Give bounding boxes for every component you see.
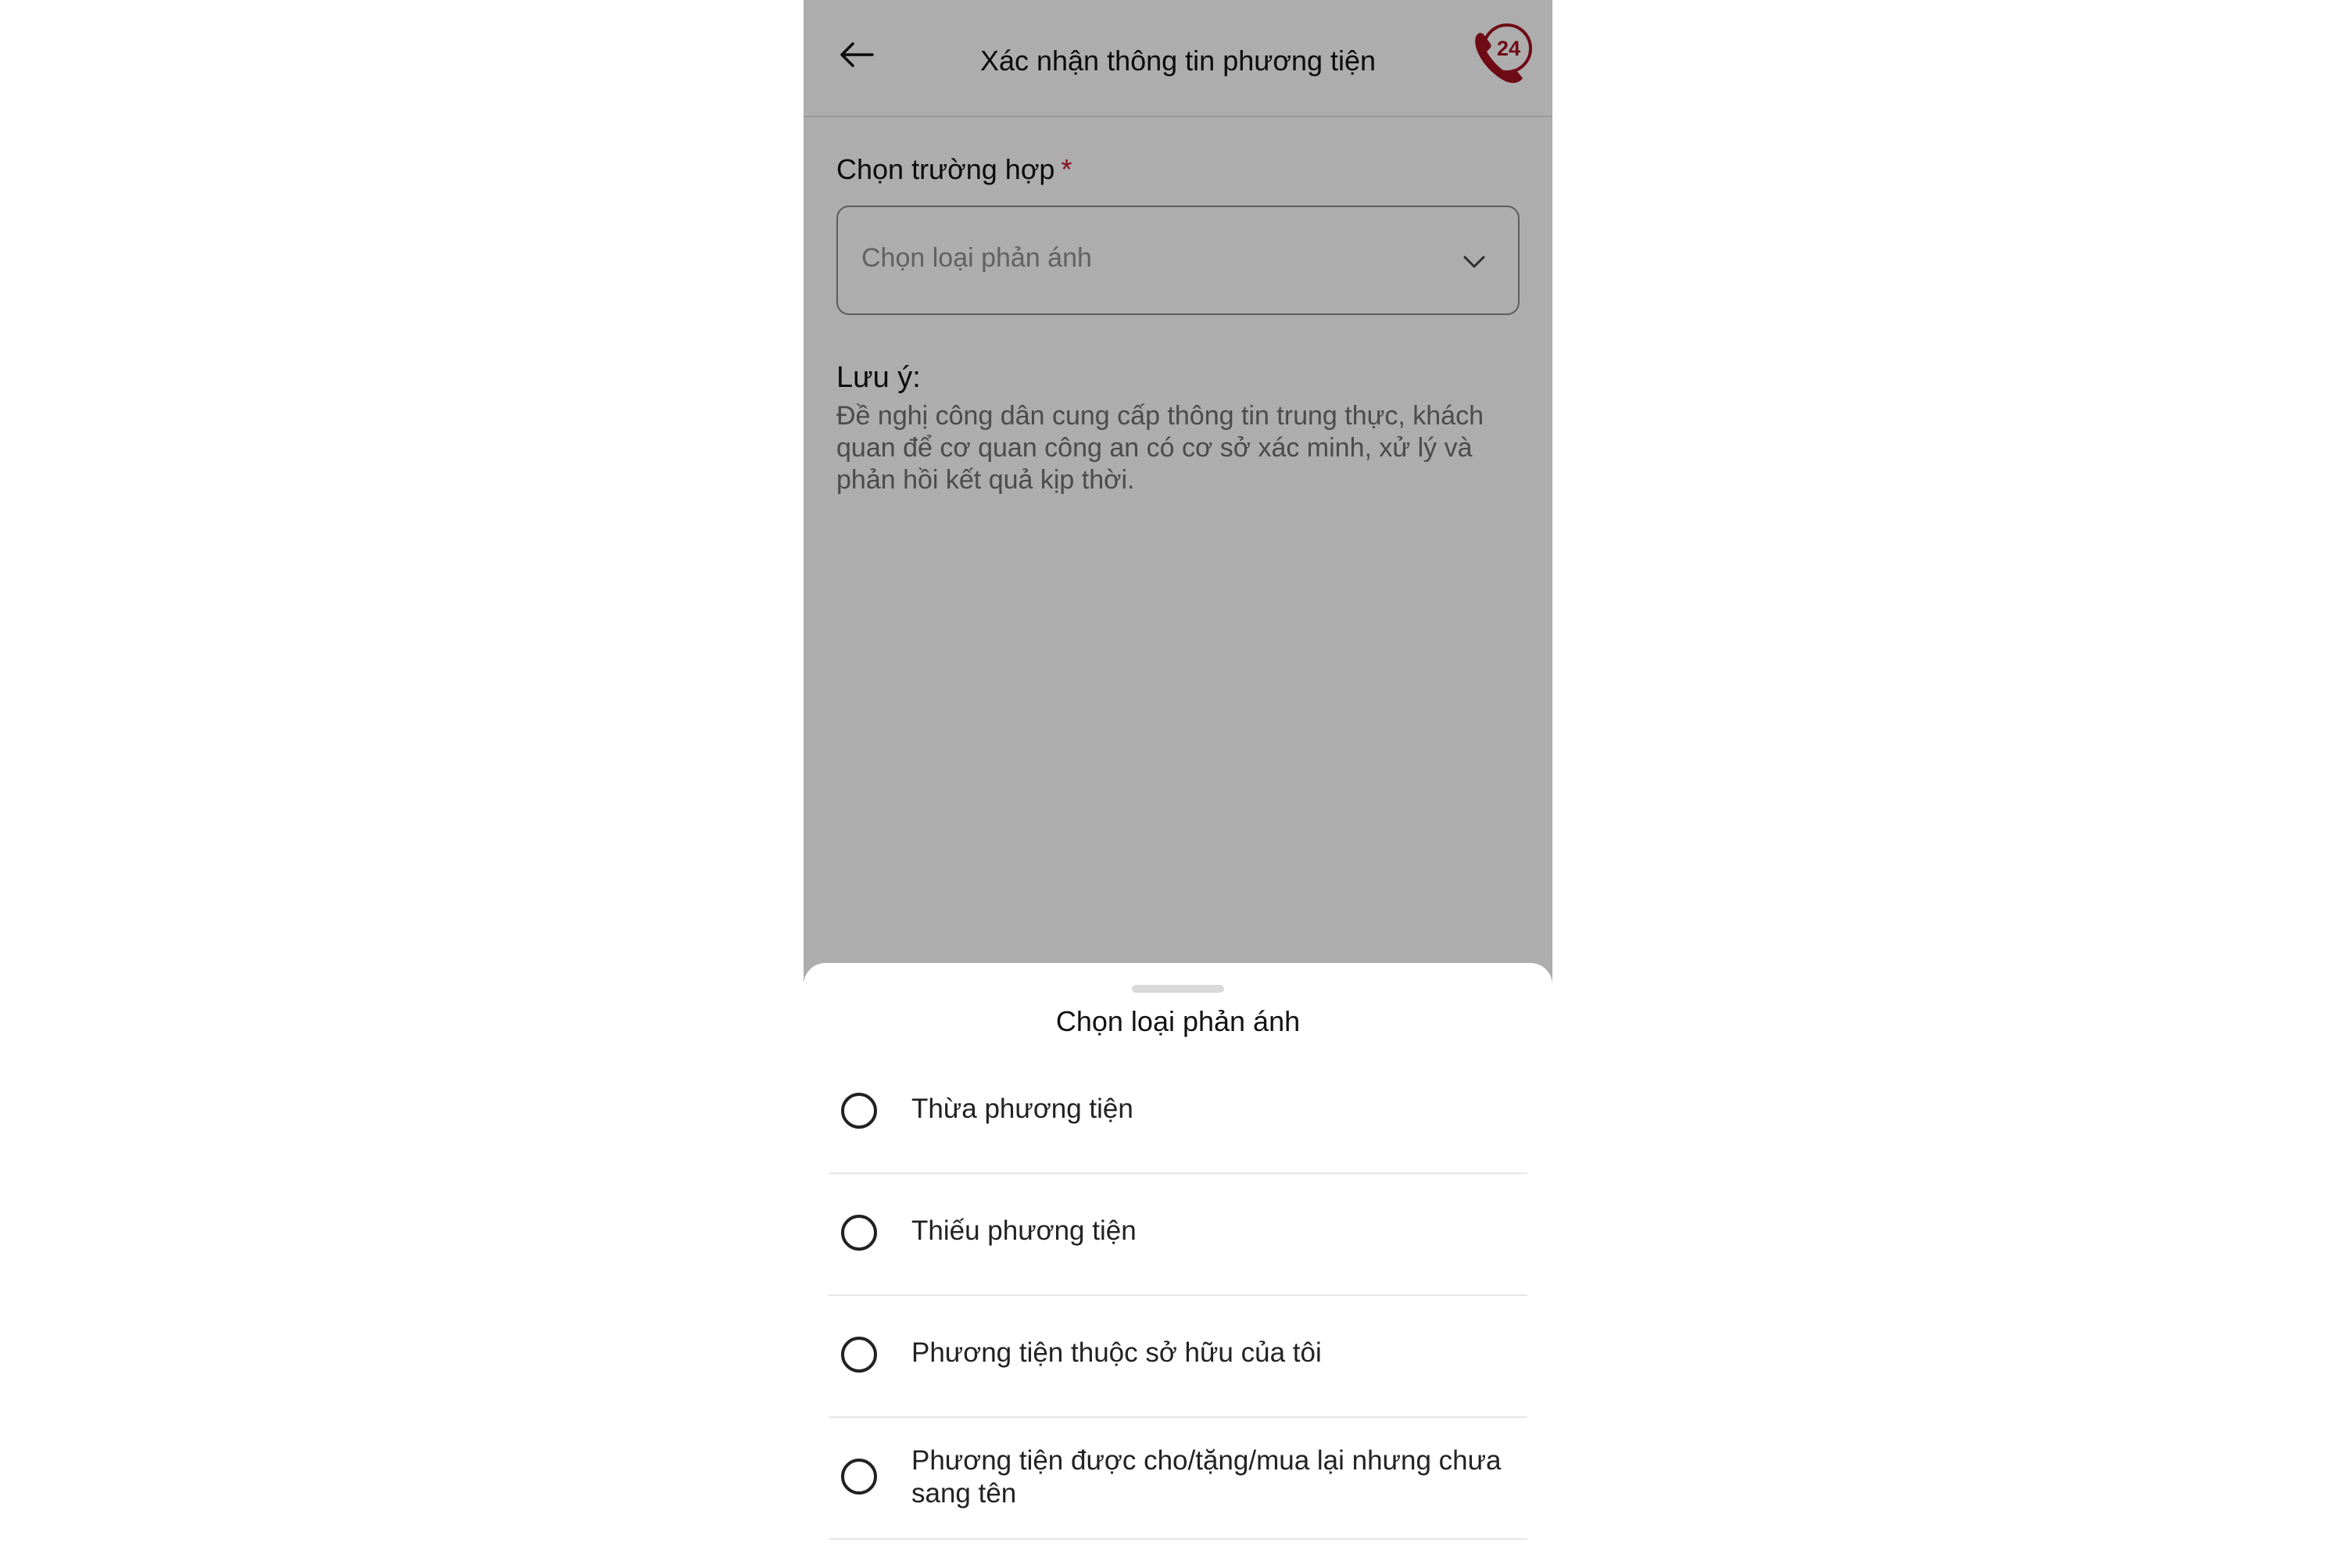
required-mark: * xyxy=(1061,153,1072,185)
option-owned-vehicle[interactable] xyxy=(829,1296,1527,1418)
option-transferred-vehicle[interactable] xyxy=(829,1418,1527,1540)
note-text: Đề nghị công dân cung cấp thông tin trung thực, khách quan để cơ quan công an có cơ sở xác minh, xử lý và phản hồi kết quả kịp thời. xyxy=(836,401,1484,495)
option-label: Thiếu phương tiện xyxy=(911,1215,1137,1246)
radio-unchecked-icon[interactable] xyxy=(841,1337,877,1373)
case-field-label-text: Chọn trường hợp xyxy=(836,153,1055,185)
modal-backdrop[interactable] xyxy=(804,0,1552,985)
option-label: Phương tiện được cho/tặng/mua lại nhưng chưa sang tên xyxy=(911,1445,1502,1509)
case-type-options xyxy=(829,1052,1527,1540)
page-title: Xác nhận thông tin phương tiện xyxy=(979,45,1377,77)
sheet-drag-handle[interactable] xyxy=(1132,985,1224,993)
option-redundant-vehicle[interactable] xyxy=(829,1052,1527,1174)
case-type-bottom-sheet xyxy=(804,963,1552,1568)
sheet-title: Chọn loại phản ánh xyxy=(1055,1005,1301,1037)
case-type-select-placeholder: Chọn loại phản ánh xyxy=(861,243,1092,273)
option-missing-vehicle[interactable] xyxy=(829,1174,1527,1296)
radio-unchecked-icon[interactable] xyxy=(841,1215,877,1251)
option-label: Thừa phương tiện xyxy=(911,1094,1133,1124)
hotline-badge-text: 24 xyxy=(1496,37,1521,60)
option-label: Phương tiện thuộc sở hữu của tôi xyxy=(911,1337,1322,1368)
radio-unchecked-icon[interactable] xyxy=(841,1093,877,1129)
phone-screen xyxy=(804,0,1552,1568)
radio-unchecked-icon[interactable] xyxy=(841,1459,877,1495)
note-title: Lưu ý: xyxy=(836,361,921,394)
